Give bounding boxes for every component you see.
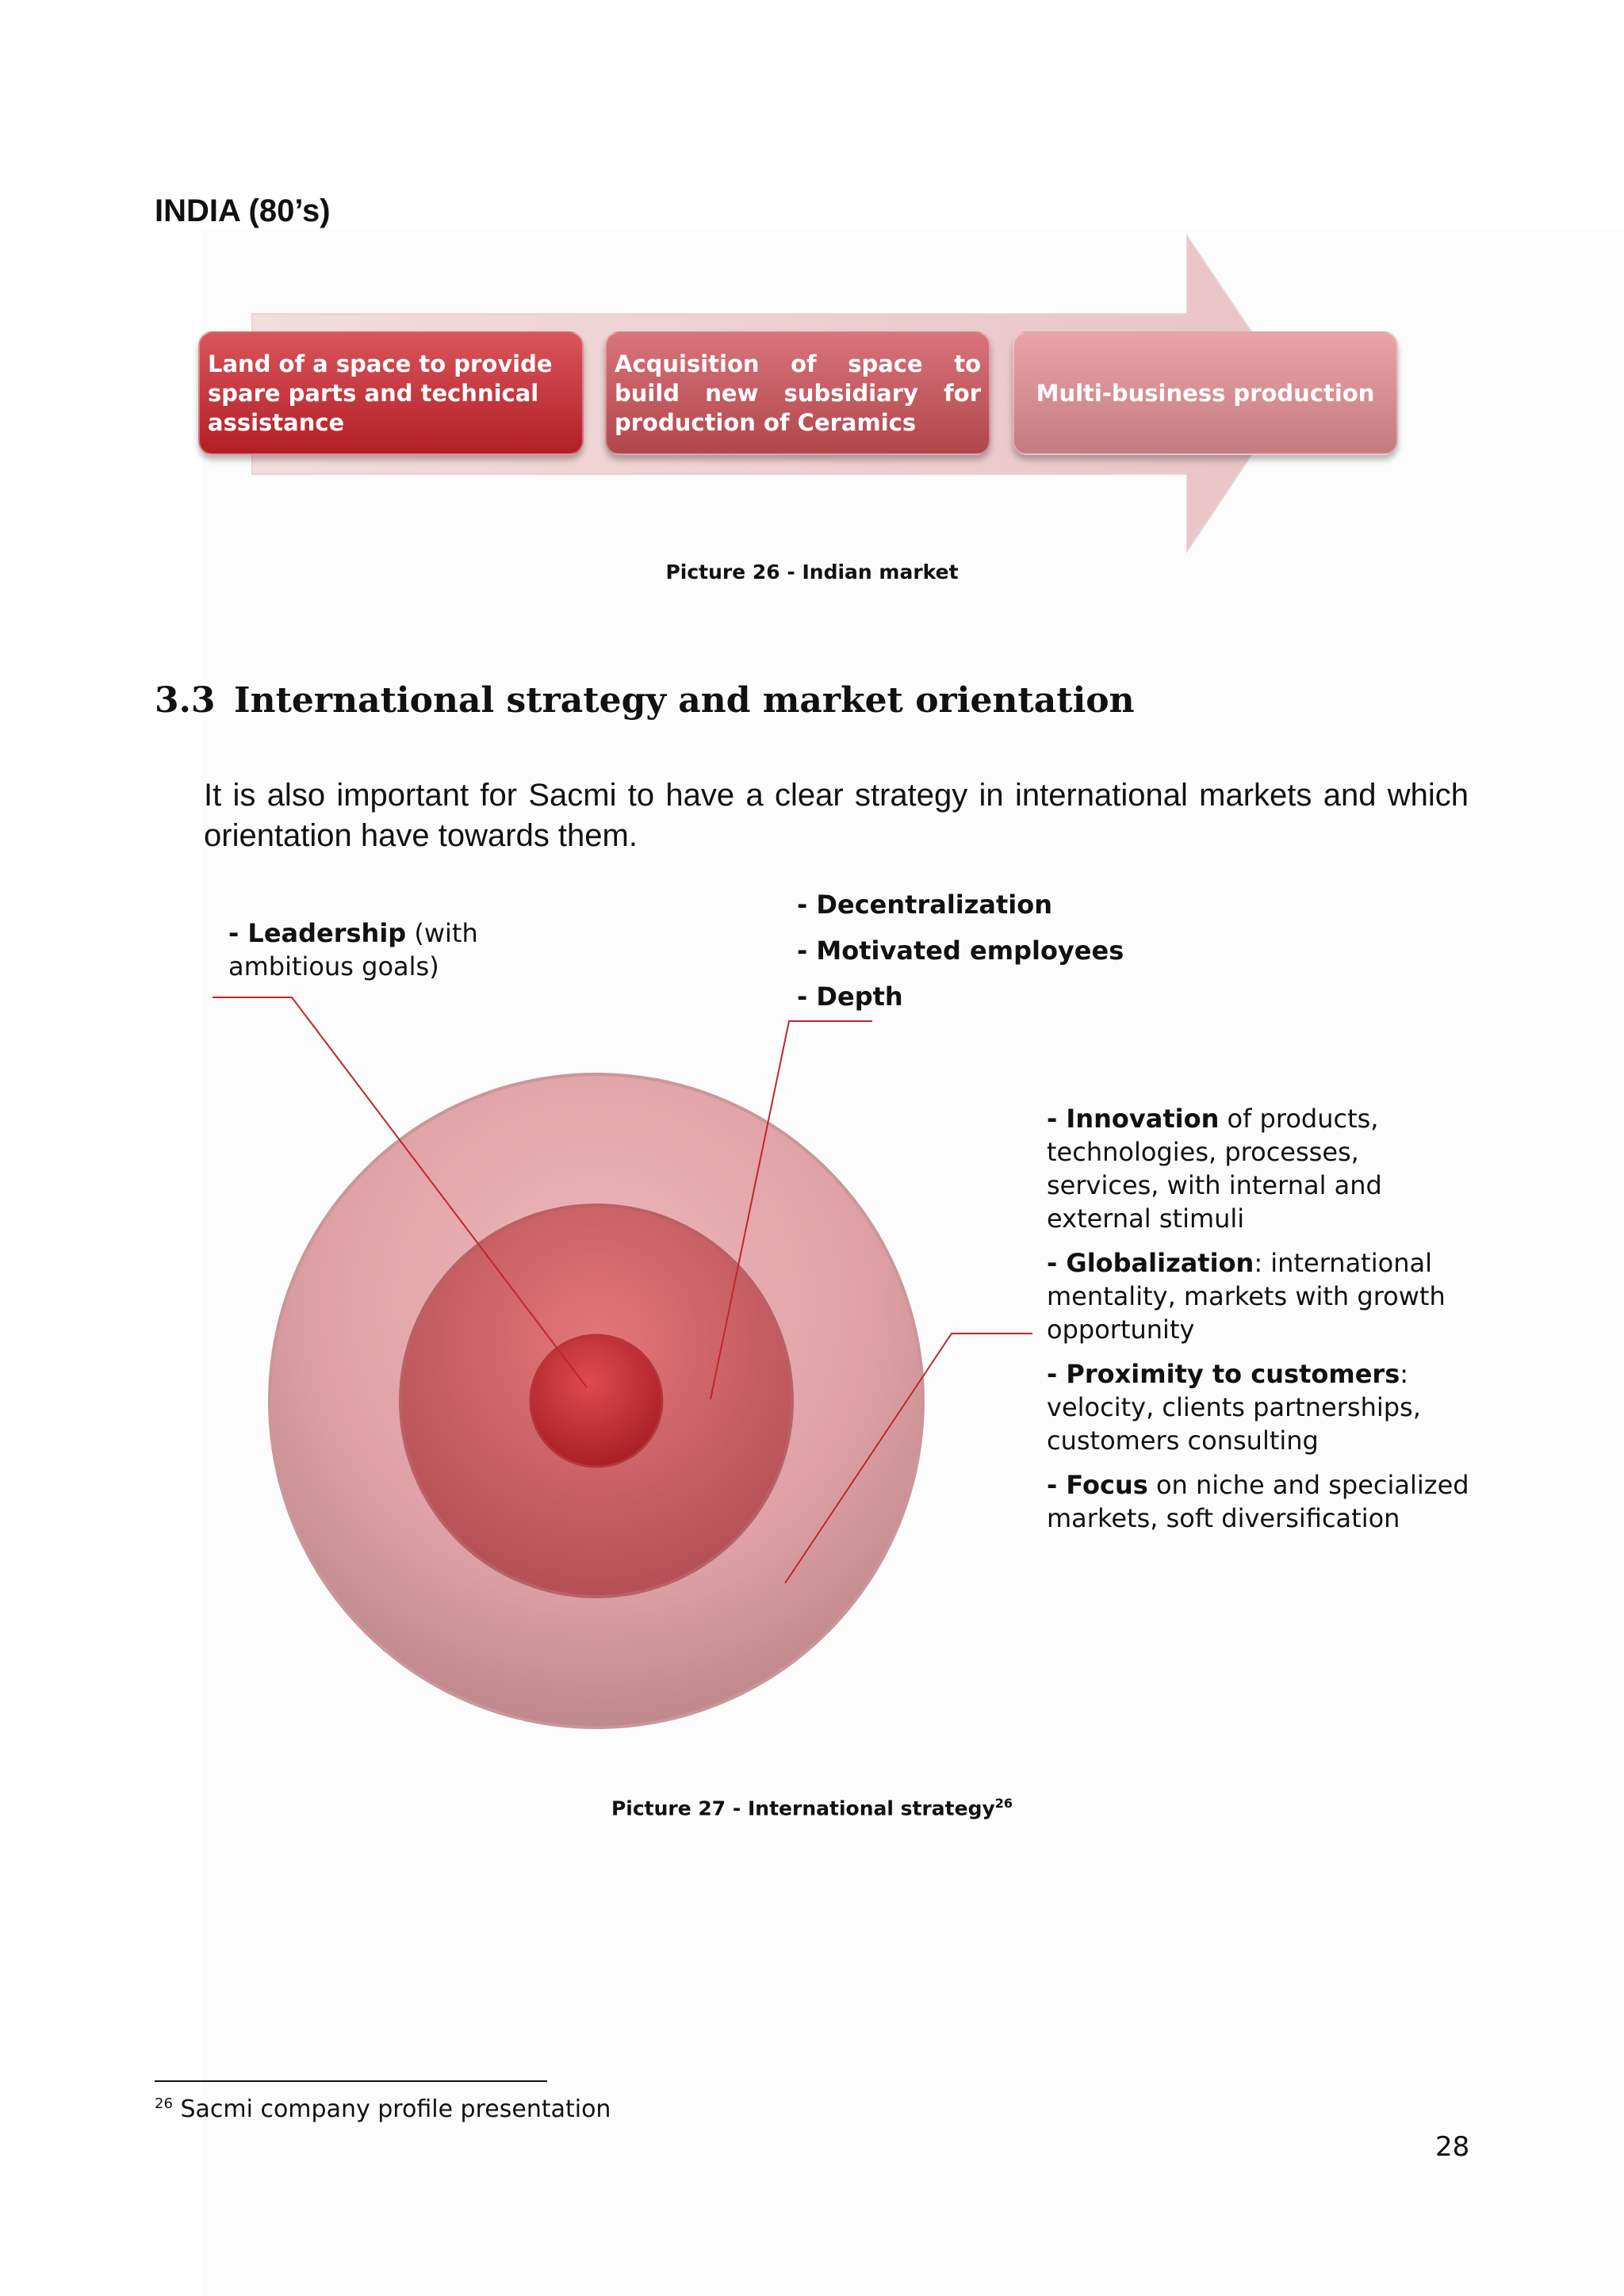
footnote-number: 26 xyxy=(155,2095,173,2112)
process-step-2-text: Acquisition of space to build new subsidiary for production of Ceramics xyxy=(615,350,981,436)
inner-circle xyxy=(530,1335,662,1467)
section-number: 3.3 xyxy=(155,680,216,721)
figure-caption-26: Picture 26 - Indian market xyxy=(665,561,959,584)
label-leadership xyxy=(228,916,601,983)
label-leadership-rest: (with ambitious goals) xyxy=(228,918,478,982)
label-proximity-bold: - Proximity to customers xyxy=(1047,1359,1400,1389)
label-outer-group xyxy=(1047,1102,1479,1546)
country-heading: INDIA (80’s) xyxy=(155,193,331,228)
footnote xyxy=(155,2095,611,2123)
label-innovation xyxy=(1047,1102,1479,1235)
process-arrow xyxy=(0,0,1624,603)
label-globalization-bold: - Globalization xyxy=(1047,1248,1254,1278)
section-title: International strategy and market orientation xyxy=(234,680,1135,721)
page-number: 28 xyxy=(1435,2131,1470,2163)
label-innovation-rest: of products, technologies, processes, services, with internal and external stimuli xyxy=(1047,1104,1382,1234)
process-step-1-text: Land of a space to provide spare parts and technical assistance xyxy=(208,350,553,436)
figure-caption-27-text: Picture 27 - International strategy xyxy=(611,1797,995,1820)
footnote-separator xyxy=(155,2080,547,2082)
label-focus-bold: - Focus xyxy=(1047,1470,1148,1500)
process-step-1 xyxy=(198,331,584,455)
body-paragraph: It is also important for Sacmi to have a clear strategy in international markets and which orientation have towards them. xyxy=(204,778,1469,853)
label-innovation-bold: - Innovation xyxy=(1047,1104,1220,1134)
footnote-text: Sacmi company profile presentation xyxy=(172,2095,611,2123)
figure-caption-27 xyxy=(0,1796,1624,1820)
label-globalization-rest: : international mentality, markets with growth opportunity xyxy=(1047,1248,1446,1345)
label-globalization xyxy=(1047,1246,1479,1346)
label-depth: - Depth xyxy=(797,982,903,1012)
section-heading xyxy=(155,680,1135,721)
label-motivated-employees: - Motivated employees xyxy=(797,936,1124,966)
process-step-2 xyxy=(605,331,990,455)
label-focus-rest: on niche and specialized markets, soft diversification xyxy=(1047,1470,1469,1533)
label-decentralization: - Decentralization xyxy=(797,890,1052,920)
label-focus xyxy=(1047,1468,1479,1535)
process-step-3-text: Multi-business production xyxy=(1036,379,1375,407)
process-step-3 xyxy=(1013,331,1398,455)
label-proximity-rest: : velocity, clients partnerships, customers consulting xyxy=(1047,1359,1421,1456)
label-middle-group xyxy=(797,888,1273,1026)
footnote-ref-26[interactable]: 26 xyxy=(994,1796,1013,1811)
label-proximity xyxy=(1047,1357,1479,1457)
label-leadership-bold: - Leadership xyxy=(228,918,407,948)
